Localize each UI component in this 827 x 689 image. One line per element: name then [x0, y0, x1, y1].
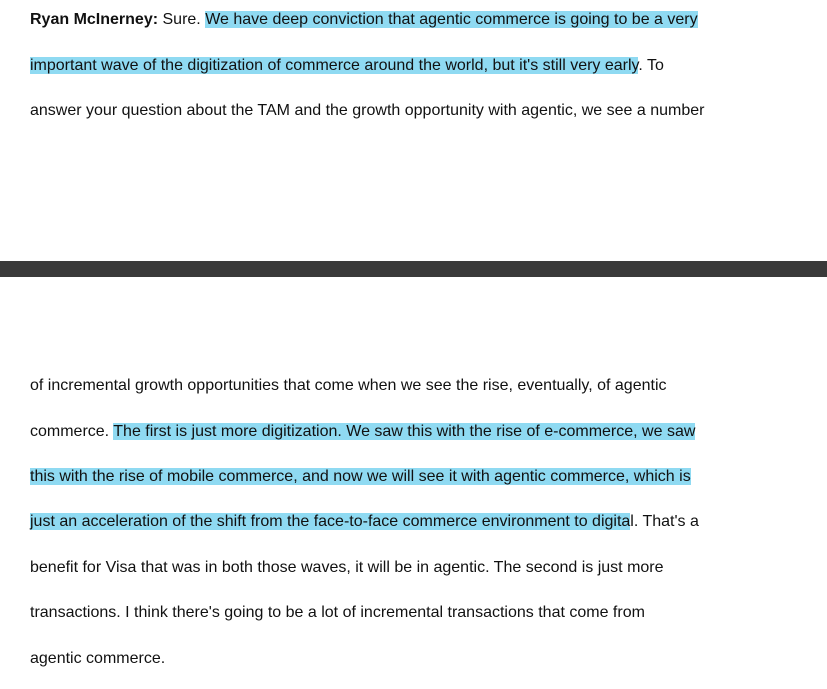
text-plain: Sure.: [158, 11, 206, 28]
highlighted-text[interactable]: We have deep conviction that agentic commerce is going to be a very: [205, 11, 698, 28]
speaker-name: Ryan McInerney:: [30, 11, 159, 28]
document-page-2: [0, 277, 827, 689]
paragraph-line-9: transactions. I think there's going to be a lot of incremental transactions that come from: [30, 604, 645, 621]
highlighted-text[interactable]: this with the rise of mobile commerce, and now we will see it with agentic commerce, which is: [30, 468, 691, 485]
paragraph-line-7: [30, 512, 699, 532]
paragraph-line-3: answer your question about the TAM and the growth opportunity with agentic, we see a number: [30, 102, 705, 119]
text-plain: . To: [638, 57, 664, 74]
paragraph-line-4: of incremental growth opportunities that come when we see the rise, eventually, of agentic: [30, 377, 667, 394]
document-page-1: [0, 0, 827, 261]
text-plain: l. That's a: [630, 513, 699, 530]
highlighted-text[interactable]: The first is just more digitization. We saw this with the rise of e-commerce, we saw: [113, 423, 696, 440]
highlighted-text[interactable]: just an acceleration of the shift from the face-to-face commerce environment to digita: [30, 513, 631, 530]
text-plain: commerce.: [30, 423, 114, 440]
page-break: [0, 261, 827, 277]
paragraph-line-10: agentic commerce.: [30, 650, 166, 667]
paragraph-line-1: [30, 10, 698, 30]
paragraph-line-5: [30, 422, 695, 442]
paragraph-line-8: benefit for Visa that was in both those waves, it will be in agentic. The second is just more: [30, 559, 664, 576]
highlighted-text[interactable]: important wave of the digitization of commerce around the world, but it's still very early: [30, 57, 639, 74]
paragraph-line-6: [30, 467, 691, 487]
paragraph-line-2: [30, 56, 664, 76]
